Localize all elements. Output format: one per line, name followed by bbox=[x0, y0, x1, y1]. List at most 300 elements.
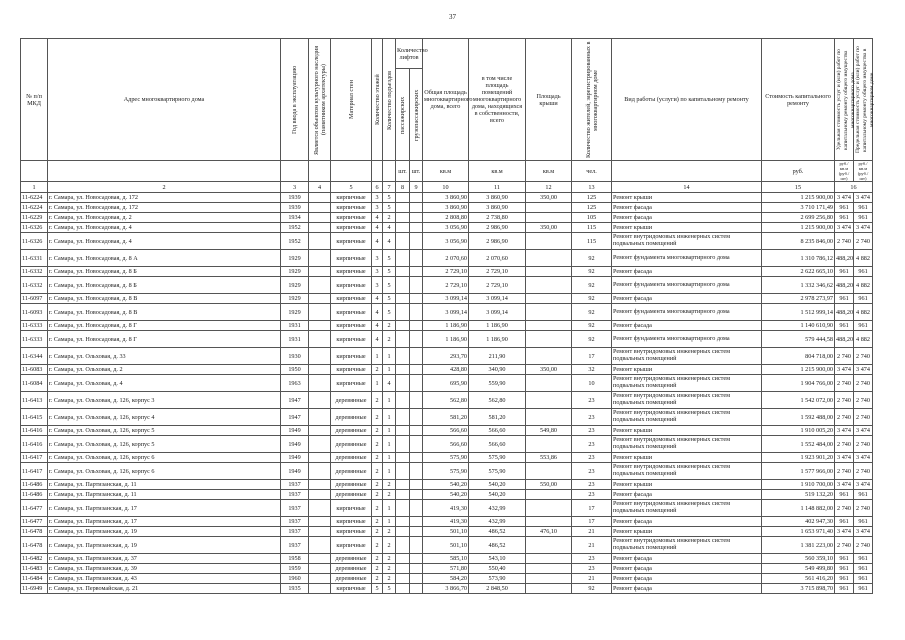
cell-residents: 23 bbox=[572, 490, 612, 500]
cell-address: г. Самара, ул. Ольховая, д. 4 bbox=[48, 375, 281, 392]
cell-wall-material: кирпичные bbox=[331, 267, 372, 277]
cell-lifts-passenger bbox=[396, 294, 410, 304]
cell-total-area: 3 860,90 bbox=[423, 193, 469, 203]
cell-lifts-freight bbox=[410, 537, 423, 554]
cell-entrances: 2 bbox=[383, 480, 396, 490]
cell-address: г. Самара, ул. Новосадовая, д. 2 bbox=[48, 213, 281, 223]
cell-limit-cost: 2 740 bbox=[854, 409, 873, 426]
cell-work-type: Ремонт внутридомовых инженерных систем подвальных помещений bbox=[612, 233, 762, 250]
cell-work-type: Ремонт фундамента многоквартирного дома bbox=[612, 277, 762, 294]
table-row bbox=[21, 426, 873, 436]
cell-owned-area: 540,20 bbox=[469, 480, 526, 490]
cell-unit-cost: 488,20 bbox=[835, 331, 854, 348]
cell-mkd-id: 11-6333 bbox=[21, 331, 48, 348]
cell-floors: 2 bbox=[372, 480, 383, 490]
cell-entrances: 1 bbox=[383, 453, 396, 463]
cell-work-type: Ремонт крыши bbox=[612, 453, 762, 463]
cell-owned-area: 1 186,90 bbox=[469, 321, 526, 331]
cell-wall-material: кирпичные bbox=[331, 203, 372, 213]
cell-unit-cost: 3 474 bbox=[835, 365, 854, 375]
cell-year: 1937 bbox=[281, 500, 309, 517]
cell-owned-area: 3 860,90 bbox=[469, 193, 526, 203]
cell-unit-cost: 961 bbox=[835, 203, 854, 213]
cell-entrances: 1 bbox=[383, 463, 396, 480]
cell-year: 1937 bbox=[281, 490, 309, 500]
cell-lifts-passenger bbox=[396, 193, 410, 203]
cell-heritage bbox=[309, 463, 331, 480]
cell-cost: 519 132,20 bbox=[762, 490, 835, 500]
cell-mkd-id: 11-6326 bbox=[21, 223, 48, 233]
cell-lifts-passenger bbox=[396, 480, 410, 490]
cell-floors: 2 bbox=[372, 500, 383, 517]
cell-mkd-id: 11-6413 bbox=[21, 392, 48, 409]
cell-total-area: 581,20 bbox=[423, 409, 469, 426]
cell-cost: 2 978 273,97 bbox=[762, 294, 835, 304]
cell-total-area: 2 808,80 bbox=[423, 213, 469, 223]
cell-lifts-passenger bbox=[396, 463, 410, 480]
cell-address: г. Самара, ул. Новосадовая, д. 8 В bbox=[48, 294, 281, 304]
cell-unit-cost: 3 474 bbox=[835, 527, 854, 537]
cell-roof-area bbox=[526, 436, 572, 453]
cell-roof-area bbox=[526, 463, 572, 480]
cell-wall-material: кирпичные bbox=[331, 527, 372, 537]
cell-roof-area: 350,00 bbox=[526, 223, 572, 233]
cell-year: 1939 bbox=[281, 203, 309, 213]
cell-limit-cost: 2 740 bbox=[854, 500, 873, 517]
cell-address: г. Самара, ул. Ольховая, д. 33 bbox=[48, 348, 281, 365]
cell-residents: 23 bbox=[572, 409, 612, 426]
cell-work-type: Ремонт фасада bbox=[612, 294, 762, 304]
cell-residents: 21 bbox=[572, 527, 612, 537]
cell-lifts-passenger bbox=[396, 574, 410, 584]
cell-total-area: 428,80 bbox=[423, 365, 469, 375]
cell-floors: 2 bbox=[372, 537, 383, 554]
cell-work-type: Ремонт фундамента многоквартирного дома bbox=[612, 331, 762, 348]
cell-limit-cost: 4 882 bbox=[854, 277, 873, 294]
cell-wall-material: кирпичные bbox=[331, 348, 372, 365]
table-row bbox=[21, 223, 873, 233]
cell-unit-cost: 2 740 bbox=[835, 233, 854, 250]
cell-wall-material: кирпичные bbox=[331, 250, 372, 267]
cell-mkd-id: 11-6344 bbox=[21, 348, 48, 365]
cell-mkd-id: 11-6097 bbox=[21, 294, 48, 304]
cell-address: г. Самара, ул. Новосадовая, д. 172 bbox=[48, 193, 281, 203]
cell-roof-area bbox=[526, 537, 572, 554]
cell-residents: 23 bbox=[572, 564, 612, 574]
table-row bbox=[21, 564, 873, 574]
header-lifts-freight: грузопассажирских bbox=[410, 69, 423, 161]
cell-owned-area: 559,90 bbox=[469, 375, 526, 392]
cell-floors: 2 bbox=[372, 574, 383, 584]
cell-lifts-freight bbox=[410, 375, 423, 392]
cell-owned-area: 575,90 bbox=[469, 453, 526, 463]
cell-residents: 125 bbox=[572, 193, 612, 203]
cell-heritage bbox=[309, 436, 331, 453]
cell-floors: 4 bbox=[372, 233, 383, 250]
cell-owned-area: 211,90 bbox=[469, 348, 526, 365]
cell-work-type: Ремонт внутридомовых инженерных систем подвальных помещений bbox=[612, 463, 762, 480]
cell-unit-cost: 2 740 bbox=[835, 463, 854, 480]
header-wall-material: Материал стен bbox=[331, 39, 372, 161]
table-row bbox=[21, 193, 873, 203]
cell-residents: 23 bbox=[572, 426, 612, 436]
cell-entrances: 2 bbox=[383, 331, 396, 348]
cell-owned-area: 573,90 bbox=[469, 574, 526, 584]
cell-residents: 23 bbox=[572, 453, 612, 463]
cell-residents: 21 bbox=[572, 574, 612, 584]
cell-mkd-id: 11-6477 bbox=[21, 500, 48, 517]
cell-owned-area: 550,40 bbox=[469, 564, 526, 574]
cell-wall-material: кирпичные bbox=[331, 233, 372, 250]
cell-residents: 23 bbox=[572, 554, 612, 564]
cell-lifts-passenger bbox=[396, 365, 410, 375]
cell-cost: 561 416,20 bbox=[762, 574, 835, 584]
cell-limit-cost: 2 740 bbox=[854, 233, 873, 250]
cell-year: 1929 bbox=[281, 294, 309, 304]
cell-residents: 92 bbox=[572, 250, 612, 267]
cell-entrances: 1 bbox=[383, 436, 396, 453]
cell-heritage bbox=[309, 294, 331, 304]
cell-total-area: 540,20 bbox=[423, 490, 469, 500]
cell-year: 1960 bbox=[281, 574, 309, 584]
cell-lifts-freight bbox=[410, 348, 423, 365]
cell-residents: 23 bbox=[572, 392, 612, 409]
cell-heritage bbox=[309, 304, 331, 321]
table-row bbox=[21, 365, 873, 375]
cell-limit-cost: 961 bbox=[854, 203, 873, 213]
cell-owned-area: 432,99 bbox=[469, 500, 526, 517]
cell-roof-area: 549,80 bbox=[526, 426, 572, 436]
cell-residents: 92 bbox=[572, 321, 612, 331]
cell-total-area: 501,10 bbox=[423, 527, 469, 537]
cell-cost: 1 904 766,00 bbox=[762, 375, 835, 392]
cell-year: 1937 bbox=[281, 480, 309, 490]
cell-owned-area: 432,99 bbox=[469, 517, 526, 527]
cell-address: г. Самара, ул. Партизанская, д. 37 bbox=[48, 554, 281, 564]
cell-total-area: 2 070,60 bbox=[423, 250, 469, 267]
cell-cost: 1 381 223,00 bbox=[762, 537, 835, 554]
table-row bbox=[21, 277, 873, 294]
cell-mkd-id: 11-6478 bbox=[21, 537, 48, 554]
cell-entrances: 5 bbox=[383, 584, 396, 594]
cell-entrances: 2 bbox=[383, 213, 396, 223]
cell-cost: 579 444,58 bbox=[762, 331, 835, 348]
cell-mkd-id: 11-6483 bbox=[21, 564, 48, 574]
cell-work-type: Ремонт крыши bbox=[612, 527, 762, 537]
cell-roof-area bbox=[526, 304, 572, 321]
cell-owned-area: 2 986,90 bbox=[469, 233, 526, 250]
cell-lifts-passenger bbox=[396, 409, 410, 426]
cell-entrances: 2 bbox=[383, 321, 396, 331]
cell-entrances: 2 bbox=[383, 490, 396, 500]
cell-mkd-id: 11-6083 bbox=[21, 365, 48, 375]
cell-address: г. Самара, ул. Партизанская, д. 43 bbox=[48, 574, 281, 584]
cell-address: г. Самара, ул. Ольховая, д. 126, корпус 4 bbox=[48, 409, 281, 426]
table-row bbox=[21, 574, 873, 584]
cell-year: 1959 bbox=[281, 564, 309, 574]
cell-cost: 1 215 900,00 bbox=[762, 223, 835, 233]
cell-lifts-freight bbox=[410, 294, 423, 304]
cell-address: г. Самара, ул. Ольховая, д. 2 bbox=[48, 365, 281, 375]
cell-total-area: 566,60 bbox=[423, 436, 469, 453]
cell-year: 1950 bbox=[281, 365, 309, 375]
cell-work-type: Ремонт крыши bbox=[612, 193, 762, 203]
cell-limit-cost: 961 bbox=[854, 267, 873, 277]
cell-heritage bbox=[309, 574, 331, 584]
table-body bbox=[21, 193, 873, 594]
cell-roof-area bbox=[526, 490, 572, 500]
cell-mkd-id: 11-6486 bbox=[21, 490, 48, 500]
cell-lifts-freight bbox=[410, 490, 423, 500]
cell-unit-cost: 961 bbox=[835, 584, 854, 594]
cell-address: г. Самара, ул. Новосадовая, д. 8 Б bbox=[48, 277, 281, 294]
cell-lifts-freight bbox=[410, 203, 423, 213]
cell-owned-area: 562,80 bbox=[469, 392, 526, 409]
cell-floors: 2 bbox=[372, 564, 383, 574]
cell-residents: 92 bbox=[572, 331, 612, 348]
cell-unit-cost: 961 bbox=[835, 213, 854, 223]
cell-limit-cost: 961 bbox=[854, 584, 873, 594]
cell-lifts-freight bbox=[410, 233, 423, 250]
cell-limit-cost: 2 740 bbox=[854, 436, 873, 453]
cell-year: 1935 bbox=[281, 584, 309, 594]
cell-floors: 1 bbox=[372, 375, 383, 392]
table-row bbox=[21, 409, 873, 426]
cell-total-area: 3 056,90 bbox=[423, 223, 469, 233]
header-floors: Количество этажей bbox=[372, 39, 383, 161]
cell-wall-material: деревянные bbox=[331, 480, 372, 490]
cell-unit-cost: 3 474 bbox=[835, 223, 854, 233]
cell-limit-cost: 4 882 bbox=[854, 331, 873, 348]
cell-mkd-id: 11-6484 bbox=[21, 574, 48, 584]
cell-roof-area bbox=[526, 250, 572, 267]
cell-mkd-id: 11-6084 bbox=[21, 375, 48, 392]
table-row bbox=[21, 453, 873, 463]
cell-residents: 23 bbox=[572, 480, 612, 490]
cell-roof-area bbox=[526, 574, 572, 584]
cell-wall-material: деревянные bbox=[331, 436, 372, 453]
cell-work-type: Ремонт внутридомовых инженерных систем подвальных помещений bbox=[612, 348, 762, 365]
cell-wall-material: кирпичные bbox=[331, 500, 372, 517]
cell-total-area: 584,20 bbox=[423, 574, 469, 584]
cell-year: 1947 bbox=[281, 409, 309, 426]
cell-floors: 3 bbox=[372, 203, 383, 213]
cell-total-area: 540,20 bbox=[423, 480, 469, 490]
cell-mkd-id: 11-6224 bbox=[21, 193, 48, 203]
cell-unit-cost: 961 bbox=[835, 267, 854, 277]
cell-cost: 1 577 966,00 bbox=[762, 463, 835, 480]
cell-wall-material: деревянные bbox=[331, 564, 372, 574]
cell-cost: 1 592 488,00 bbox=[762, 409, 835, 426]
cell-lifts-freight bbox=[410, 584, 423, 594]
cell-owned-area: 540,20 bbox=[469, 490, 526, 500]
cell-cost: 8 235 846,00 bbox=[762, 233, 835, 250]
header-owned-area: в том числе площадь помещений многоквартирного дома, находящихся в собственности, всего bbox=[469, 39, 526, 161]
cell-total-area: 566,60 bbox=[423, 426, 469, 436]
cell-address: г. Самара, ул. Партизанская, д. 19 bbox=[48, 527, 281, 537]
cell-work-type: Ремонт фасада bbox=[612, 584, 762, 594]
header-address: Адрес многоквартирного дома bbox=[48, 39, 281, 161]
cell-lifts-freight bbox=[410, 193, 423, 203]
cell-roof-area bbox=[526, 213, 572, 223]
cell-heritage bbox=[309, 213, 331, 223]
cell-wall-material: деревянные bbox=[331, 463, 372, 480]
cell-residents: 17 bbox=[572, 500, 612, 517]
cell-total-area: 562,80 bbox=[423, 392, 469, 409]
cell-total-area: 2 729,10 bbox=[423, 277, 469, 294]
cell-lifts-passenger bbox=[396, 203, 410, 213]
table-row bbox=[21, 267, 873, 277]
table-row bbox=[21, 490, 873, 500]
cell-address: г. Самара, ул. Партизанская, д. 19 bbox=[48, 537, 281, 554]
cell-wall-material: кирпичные bbox=[331, 537, 372, 554]
cell-floors: 1 bbox=[372, 348, 383, 365]
cell-lifts-freight bbox=[410, 436, 423, 453]
cell-address: г. Самара, ул. Партизанская, д. 11 bbox=[48, 490, 281, 500]
cell-work-type: Ремонт фасада bbox=[612, 564, 762, 574]
cell-total-area: 3 099,14 bbox=[423, 304, 469, 321]
cell-mkd-id: 11-6416 bbox=[21, 436, 48, 453]
cell-lifts-passenger bbox=[396, 392, 410, 409]
cell-cost: 1 332 346,62 bbox=[762, 277, 835, 294]
table-row bbox=[21, 321, 873, 331]
cell-lifts-freight bbox=[410, 500, 423, 517]
cell-lifts-freight bbox=[410, 564, 423, 574]
cell-owned-area: 486,52 bbox=[469, 527, 526, 537]
cell-heritage bbox=[309, 321, 331, 331]
cell-wall-material: кирпичные bbox=[331, 375, 372, 392]
cell-lifts-passenger bbox=[396, 267, 410, 277]
cell-address: г. Самара, ул. Партизанская, д. 17 bbox=[48, 517, 281, 527]
header-residents: Количество жителей, зарегистрированных в многоквартирном доме bbox=[572, 39, 612, 161]
cell-lifts-passenger bbox=[396, 250, 410, 267]
cell-cost: 1 140 610,90 bbox=[762, 321, 835, 331]
cell-unit-cost: 488,20 bbox=[835, 277, 854, 294]
cell-cost: 1 910 005,20 bbox=[762, 426, 835, 436]
cell-work-type: Ремонт крыши bbox=[612, 223, 762, 233]
cell-owned-area: 581,20 bbox=[469, 409, 526, 426]
cell-limit-cost: 961 bbox=[854, 321, 873, 331]
cell-mkd-id: 11-6093 bbox=[21, 304, 48, 321]
cell-cost: 3 715 898,70 bbox=[762, 584, 835, 594]
header-limit-cost: Предельная стоимость услуг и (или) работ по капитальному ремонту общего имущества в многоквартирном доме bbox=[854, 39, 873, 161]
table-row bbox=[21, 463, 873, 480]
header-lifts-passenger: пассажирских bbox=[396, 69, 410, 161]
cell-owned-area: 3 860,90 bbox=[469, 203, 526, 213]
cell-work-type: Ремонт фундамента многоквартирного дома bbox=[612, 250, 762, 267]
cell-work-type: Ремонт внутридомовых инженерных систем подвальных помещений bbox=[612, 392, 762, 409]
cell-heritage bbox=[309, 564, 331, 574]
cell-heritage bbox=[309, 203, 331, 213]
cell-unit-cost: 961 bbox=[835, 294, 854, 304]
cell-floors: 5 bbox=[372, 584, 383, 594]
cell-cost: 402 947,30 bbox=[762, 517, 835, 527]
cell-wall-material: кирпичные bbox=[331, 584, 372, 594]
cell-cost: 1 552 484,00 bbox=[762, 436, 835, 453]
table-header bbox=[21, 39, 876, 193]
cell-work-type: Ремонт фасада bbox=[612, 213, 762, 223]
cell-wall-material: кирпичные bbox=[331, 213, 372, 223]
cell-heritage bbox=[309, 267, 331, 277]
table-row bbox=[21, 392, 873, 409]
cell-wall-material: кирпичные bbox=[331, 277, 372, 294]
cell-work-type: Ремонт фасада bbox=[612, 267, 762, 277]
cell-heritage bbox=[309, 277, 331, 294]
cell-lifts-passenger bbox=[396, 223, 410, 233]
capital-repair-table bbox=[20, 38, 876, 594]
cell-entrances: 2 bbox=[383, 574, 396, 584]
header-mkd-id: № п/п МКД bbox=[21, 39, 48, 161]
cell-mkd-id: 11-6333 bbox=[21, 321, 48, 331]
cell-heritage bbox=[309, 331, 331, 348]
cell-unit-cost: 2 740 bbox=[835, 409, 854, 426]
cell-total-area: 3 860,90 bbox=[423, 203, 469, 213]
cell-entrances: 2 bbox=[383, 537, 396, 554]
cell-mkd-id: 11-6326 bbox=[21, 233, 48, 250]
cell-unit-cost: 2 740 bbox=[835, 375, 854, 392]
cell-residents: 23 bbox=[572, 436, 612, 453]
cell-roof-area bbox=[526, 564, 572, 574]
cell-residents: 32 bbox=[572, 365, 612, 375]
cell-heritage bbox=[309, 409, 331, 426]
cell-mkd-id: 11-6949 bbox=[21, 584, 48, 594]
header-cost: Стоимость капитального ремонту bbox=[762, 39, 835, 161]
cell-cost: 3 710 171,49 bbox=[762, 203, 835, 213]
cell-roof-area: 476,10 bbox=[526, 527, 572, 537]
cell-owned-area: 340,90 bbox=[469, 365, 526, 375]
cell-floors: 2 bbox=[372, 463, 383, 480]
cell-lifts-passenger bbox=[396, 554, 410, 564]
cell-residents: 92 bbox=[572, 277, 612, 294]
cell-heritage bbox=[309, 223, 331, 233]
cell-owned-area: 2 729,10 bbox=[469, 277, 526, 294]
cell-unit-cost: 2 740 bbox=[835, 537, 854, 554]
cell-lifts-freight bbox=[410, 223, 423, 233]
cell-year: 1939 bbox=[281, 193, 309, 203]
table-row bbox=[21, 203, 873, 213]
cell-address: г. Самара, ул. Ольховая, д. 126, корпус 6 bbox=[48, 453, 281, 463]
cell-residents: 17 bbox=[572, 348, 612, 365]
cell-residents: 17 bbox=[572, 517, 612, 527]
table-row bbox=[21, 331, 873, 348]
cell-year: 1947 bbox=[281, 392, 309, 409]
cell-lifts-passenger bbox=[396, 304, 410, 321]
cell-unit-cost: 3 474 bbox=[835, 193, 854, 203]
cell-entrances: 5 bbox=[383, 250, 396, 267]
cell-work-type: Ремонт внутридомовых инженерных систем подвальных помещений bbox=[612, 537, 762, 554]
cell-entrances: 1 bbox=[383, 348, 396, 365]
cell-limit-cost: 3 474 bbox=[854, 426, 873, 436]
cell-year: 1949 bbox=[281, 453, 309, 463]
cell-total-area: 419,30 bbox=[423, 517, 469, 527]
cell-lifts-passenger bbox=[396, 453, 410, 463]
cell-entrances: 5 bbox=[383, 304, 396, 321]
cell-entrances: 1 bbox=[383, 500, 396, 517]
cell-entrances: 4 bbox=[383, 223, 396, 233]
cell-lifts-passenger bbox=[396, 564, 410, 574]
cell-work-type: Ремонт фасада bbox=[612, 574, 762, 584]
cell-lifts-passenger bbox=[396, 436, 410, 453]
cell-year: 1929 bbox=[281, 250, 309, 267]
cell-total-area: 3 866,70 bbox=[423, 584, 469, 594]
cell-entrances: 5 bbox=[383, 193, 396, 203]
cell-roof-area bbox=[526, 331, 572, 348]
cell-mkd-id: 11-6417 bbox=[21, 453, 48, 463]
cell-entrances: 1 bbox=[383, 517, 396, 527]
cell-lifts-passenger bbox=[396, 213, 410, 223]
cell-lifts-freight bbox=[410, 527, 423, 537]
cell-lifts-freight bbox=[410, 321, 423, 331]
